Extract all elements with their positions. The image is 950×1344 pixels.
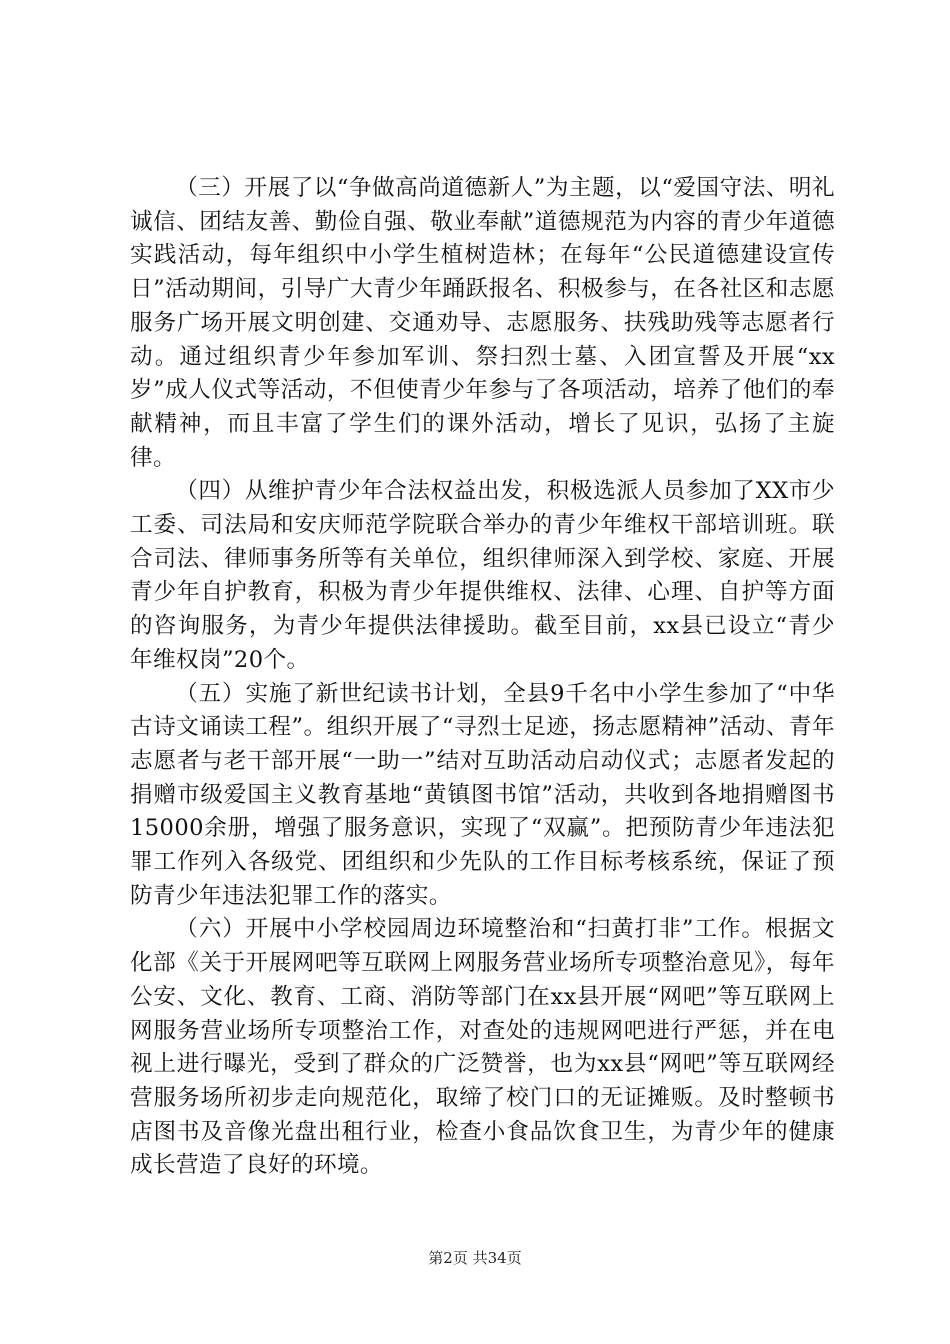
document-body: [130, 172, 835, 1183]
paragraph-6: （六）开展中小学校园周边环境整治和“扫黄打非”工作。根据文化部《关于开展网吧等互联网上网服务营业场所专项整治意见》，每年公安、文化、教育、工商、消防等部门在xx县开展“网吧”等互联网上网服务营业场所专项整治工作，对查处的违规网吧进行严惩，并在电视上进行曝光，受到了群众的广泛赞誉，也为xx县“网吧”等互联网经营服务场所初步走向规范化，取缔了校门口的无证摊贩。及时整顿书店图书及音像光盘出租行业，检查小食品饮食卫生，为青少年的健康成长营造了良好的环境。: [130, 916, 835, 1179]
paragraph-4: （四）从维护青少年合法权益出发，积极选派人员参加了XX市少工委、司法局和安庆师范学院联合举办的青少年维权干部培训班。联合司法、律师事务所等有关单位，组织律师深入到学校、家庭、开展青少年自护教育，积极为青少年提供维权、法律、心理、自护等方面的咨询服务，为青少年提供法律援助。截至目前，xx县已设立“青少年维权岗”20个。: [130, 478, 835, 673]
paragraph-5: （五）实施了新世纪读书计划，全县9千名中小学生参加了“中华古诗文诵读工程”。组织开展了“寻烈士足迹，扬志愿精神”活动、青年志愿者与老干部开展“一助一”结对互助活动启动仪式；志愿者发起的捐赠市级爱国主义教育基地“黄镇图书馆”活动，共收到各地捐赠图书15000余册，增强了服务意识，实现了“双赢”。把预防青少年违法犯罪工作列入各级党、团组织和少先队的工作目标考核系统，保证了预防青少年违法犯罪工作的落实。: [130, 680, 835, 909]
paragraph-3: （三）开展了以“争做高尚道德新人”为主题，以“爱国守法、明礼诚信、团结友善、勤俭自强、敬业奉献”道德规范为内容的青少年道德实践活动，每年组织中小学生植树造林；在每年“公民道德建设宣传日”活动期间，引导广大青少年踊跃报名、积极参与，在各社区和志愿服务广场开展文明创建、交通劝导、志愿服务、扶残助残等志愿者行动。通过组织青少年参加军训、祭扫烈士墓、入团宣誓及开展“xx岁”成人仪式等活动，不但使青少年参与了各项活动，培养了他们的奉献精神，而且丰富了学生们的课外活动，增长了见识，弘扬了主旋律。: [130, 175, 835, 471]
page-footer: 第2页 共34页: [428, 1249, 522, 1267]
